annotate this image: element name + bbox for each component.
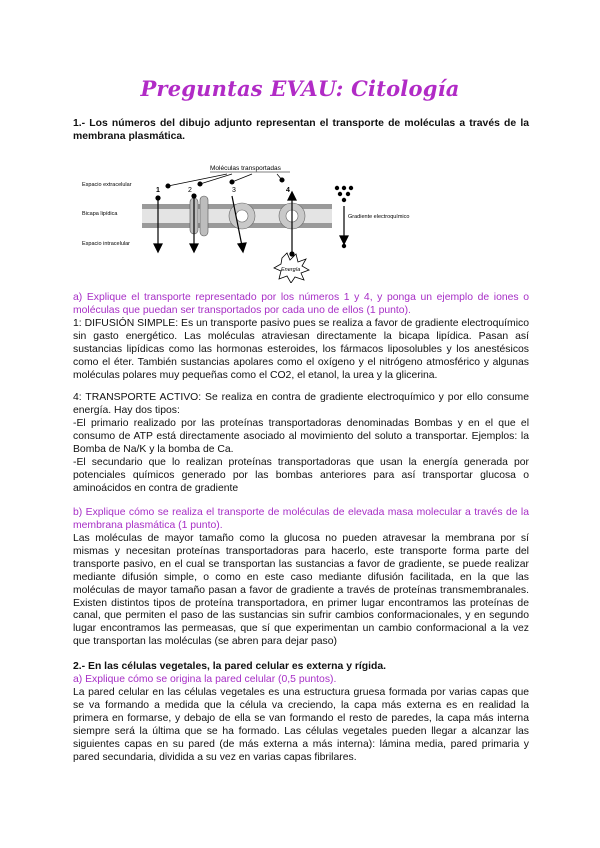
q1-a-answer-simple-diffusion: 1: DIFUSIÓN SIMPLE: Es un transporte pasivo pues se realiza a favor de gradiente electroquímico sin gasto energético. Las moléculas atraviesan directamente la bicapa lipídica. Pasan así sustancias lipídicas como las hormonas esteroides, los fármacos liposolubles y los anestésicos como el éter. También sustancias apolares como el oxígeno y el nitrógeno atmosférico y algunas moléculas polares muy pequeñas como el CO2, el etanol, la urea y la glicerina. (73, 318, 529, 381)
q1-a-answer-primary: -El primario realizado por las proteínas transportadoras denominadas Bombas y en el que el consumo de ATP está directamente asociado al movimiento del soluto a transportar. Ejemplos: la Bomba de Na/K y la bomba de Ca. (73, 418, 529, 455)
fig-molecule-pointers (166, 174, 284, 188)
q1-a-answer-active-transport: 4: TRANSPORTE ACTIVO: Se realiza en contra de gradiente electroquímico y por ello consume energía. Hay dos tipos: (73, 392, 529, 416)
fig-label-extracellular: Espacio extracelular (82, 182, 132, 188)
fig-label-gradient: Gradiente electroquímico (348, 214, 410, 220)
q1-heading: 1.- Los números del dibujo adjunto representan el transporte de moléculas a través de la membrana plasmática. (73, 118, 529, 142)
q2-a-answer: La pared celular en las células vegetales es una estructura gruesa formada por varias capas que se va formando a medida que la célula va creciendo, la capa más externa es en realidad la primera en formarse, y debajo de ella se van formando el resto de paredes, la capa más interna siempre será la última que se ha formado. Las células vegetales pueden llegar a alcanzar las siguientes capas en su pared (de más externa a más interna): lámina media, pared primaria y pared secundaria, dividida a su vez en varias capas fibrilares. (73, 687, 529, 763)
q2-heading: 2.- En las células vegetales, la pared celular es externa y rígida. (73, 661, 387, 672)
page-title: Preguntas EVAU: Citología (140, 76, 460, 101)
fig-number-4: 4 (286, 187, 290, 194)
fig-label-energy: Energía (281, 267, 301, 273)
fig-energy-burst (274, 253, 309, 283)
membrane-transport-figure (82, 158, 422, 283)
fig-label-bilayer: Bicapa lipídica (82, 211, 118, 217)
fig-label-molecules: Moléculas transportadas (210, 165, 281, 172)
q1-b-answer: Las moléculas de mayor tamaño como la glucosa no pueden atravesar la membrana por sí mismas y necesitan proteínas transportadoras para hacerlo, este transporte forma parte del transporte pasivo, en el cual se transportan las sustancias a favor de gradiente, se puede realizar mediante difusión simple, o como en este caso mediante difusión facilitada, en la que las moléculas de mayor tamaño pasan a favor de gradiente a través de proteínas transmembranales. Existen distintos tipos de proteína transportadora, en primer lugar encontramos las proteínas de canal, que permiten el paso de las sustancias sin sufrir cambios conformacionales, y en segundo lugar encontramos las permeasas, que sí que experimentan un cambio conformacional a la vez que transportan las moléculas (se abren para dejar paso) (73, 533, 529, 648)
fig-number-2: 2 (188, 187, 192, 194)
fig-number-1: 1 (156, 187, 160, 194)
q1-a-answer-secondary: -El secundario que lo realizan proteínas transportadoras que usan la energía generada por potenciales químicos generado por las bombas anteriores para así transportar glucosa o aminoácidos en contra de gradiente (73, 457, 529, 494)
q1-a-question: a) Explique el transporte representado por los números 1 y 4, y ponga un ejemplo de iones o moléculas que puedan ser transportados por cada uno de ellos (1 punto). (73, 292, 529, 316)
q2-a-question: a) Explique cómo se origina la pared celular (0,5 puntos). (73, 674, 337, 685)
fig-label-intracellular: Espacio intracelular (82, 241, 130, 247)
fig-gradient-arrow (340, 206, 348, 244)
q1-b-question: b) Explique cómo se realiza el transporte de moléculas de elevada masa molecular a través de la membrana plasmática (1 punto). (73, 507, 529, 531)
fig-number-3: 3 (232, 187, 236, 194)
fig-channel-protein (229, 203, 255, 229)
